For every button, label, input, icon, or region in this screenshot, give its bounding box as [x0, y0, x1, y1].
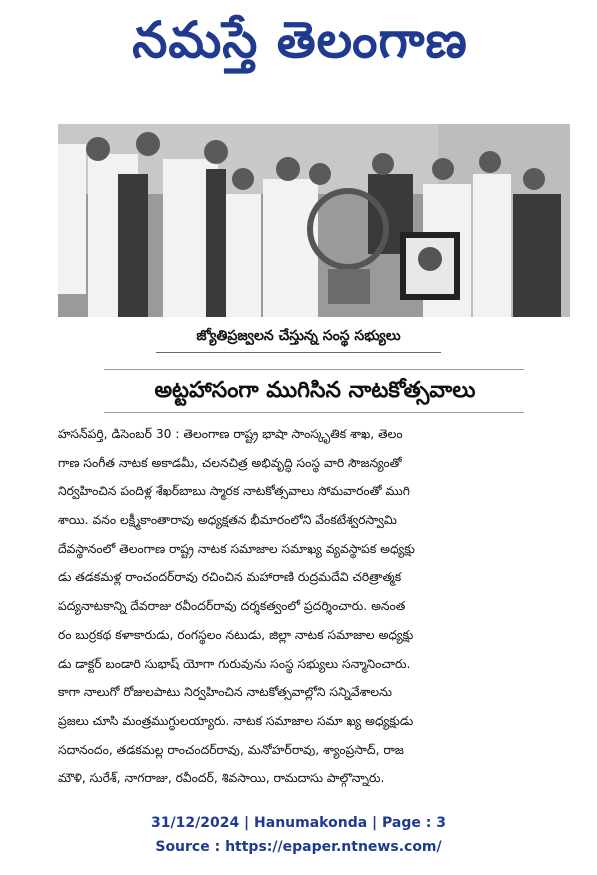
article-line: డు డాక్టర్ బండారి సుభాష్ యోగా గురువును సంస్థ సభ్యులు సన్మానించారు.	[58, 656, 411, 671]
article-line: నిర్వహించిన పందిళ్ల శేఖర్‌బాబు స్మారక నాటకోత్సవాలు సోమవారంతో ముగి	[58, 484, 410, 499]
article-line: శాయి. వనం లక్ష్మీకాంతారావు అధ్యక్షతన భీమారంలోని వేంకటేశ్వరస్వామి	[58, 513, 397, 528]
news-photo	[58, 124, 570, 317]
article-line: సదానందం, తడకమల్ల రాంచందర్‌రావు, మనోహర్‌రావు, శ్యాంప్రసాద్, రాజ	[58, 742, 404, 757]
caption-text: జ్యోతిప్రజ్వలన చేస్తున్న సంస్థ సభ్యులు	[156, 328, 440, 353]
article-headline: అట్టహాసంగా ముగిసిన నాటకోత్సవాలు	[154, 378, 476, 403]
article-line: దేవస్థానంలో తెలంగాణ రాష్ట్ర నాటక సమాజాల సమాఖ్య వ్యవస్థాపక అధ్యక్షు	[58, 541, 415, 556]
article-line: కాగా నాలుగో రోజులపాటు నిర్వహించిన నాటకోత్సవాల్లోని సన్నివేశాలను	[58, 685, 393, 700]
footer-date-line: 31/12/2024 | Hanumakonda | Page : 3	[151, 815, 446, 831]
article-line: రం బుర్రకథ కళాకారుడు, రంగస్థలం నటుడు, జిల్లా నాటక సమాజాల అధ్యక్షు	[58, 627, 414, 642]
headline-rule	[104, 369, 524, 370]
article-line: హసన్‌పర్తి, డిసెంబర్ 30 : తెలంగాణ రాష్ట్ర భాషా సాంస్కృతిక శాఖ, తెలం	[58, 427, 403, 441]
article-line: గాణ సంగీత నాటక అకాడమీ, చలనచిత్ర అభివృద్ధి సంస్థ వారి సౌజన్యంతో	[58, 455, 402, 470]
article-body	[58, 420, 570, 793]
headline-rule	[104, 412, 524, 413]
article-line: పద్యనాటకాన్ని దేవరాజు రవీందర్‌రావు దర్శకత్వంలో ప్రదర్శించారు. అనంత	[58, 599, 406, 614]
photo-caption	[0, 323, 597, 357]
article-line: డు తడకమళ్ల రాంచందర్‌రావు రచించిన మహారాణి రుద్రమదేవి చరిత్రాత్మక	[58, 570, 402, 585]
masthead-logo: నమస్తే తెలంగాణ	[132, 10, 468, 69]
article-line: ప్రజలు చూసి మంత్రముగ్ధులయ్యారు. నాటక సమాజాల సమా ఖ్య అధ్యక్షుడు	[58, 713, 414, 728]
footer-source-line[interactable]: Source : https://epaper.ntnews.com/	[155, 839, 442, 855]
article-line: మౌళి, సురేశ్, నాగరాజు, రవీందర్, శివసాయి, రామదాసు పాల్గొన్నారు.	[58, 771, 385, 786]
